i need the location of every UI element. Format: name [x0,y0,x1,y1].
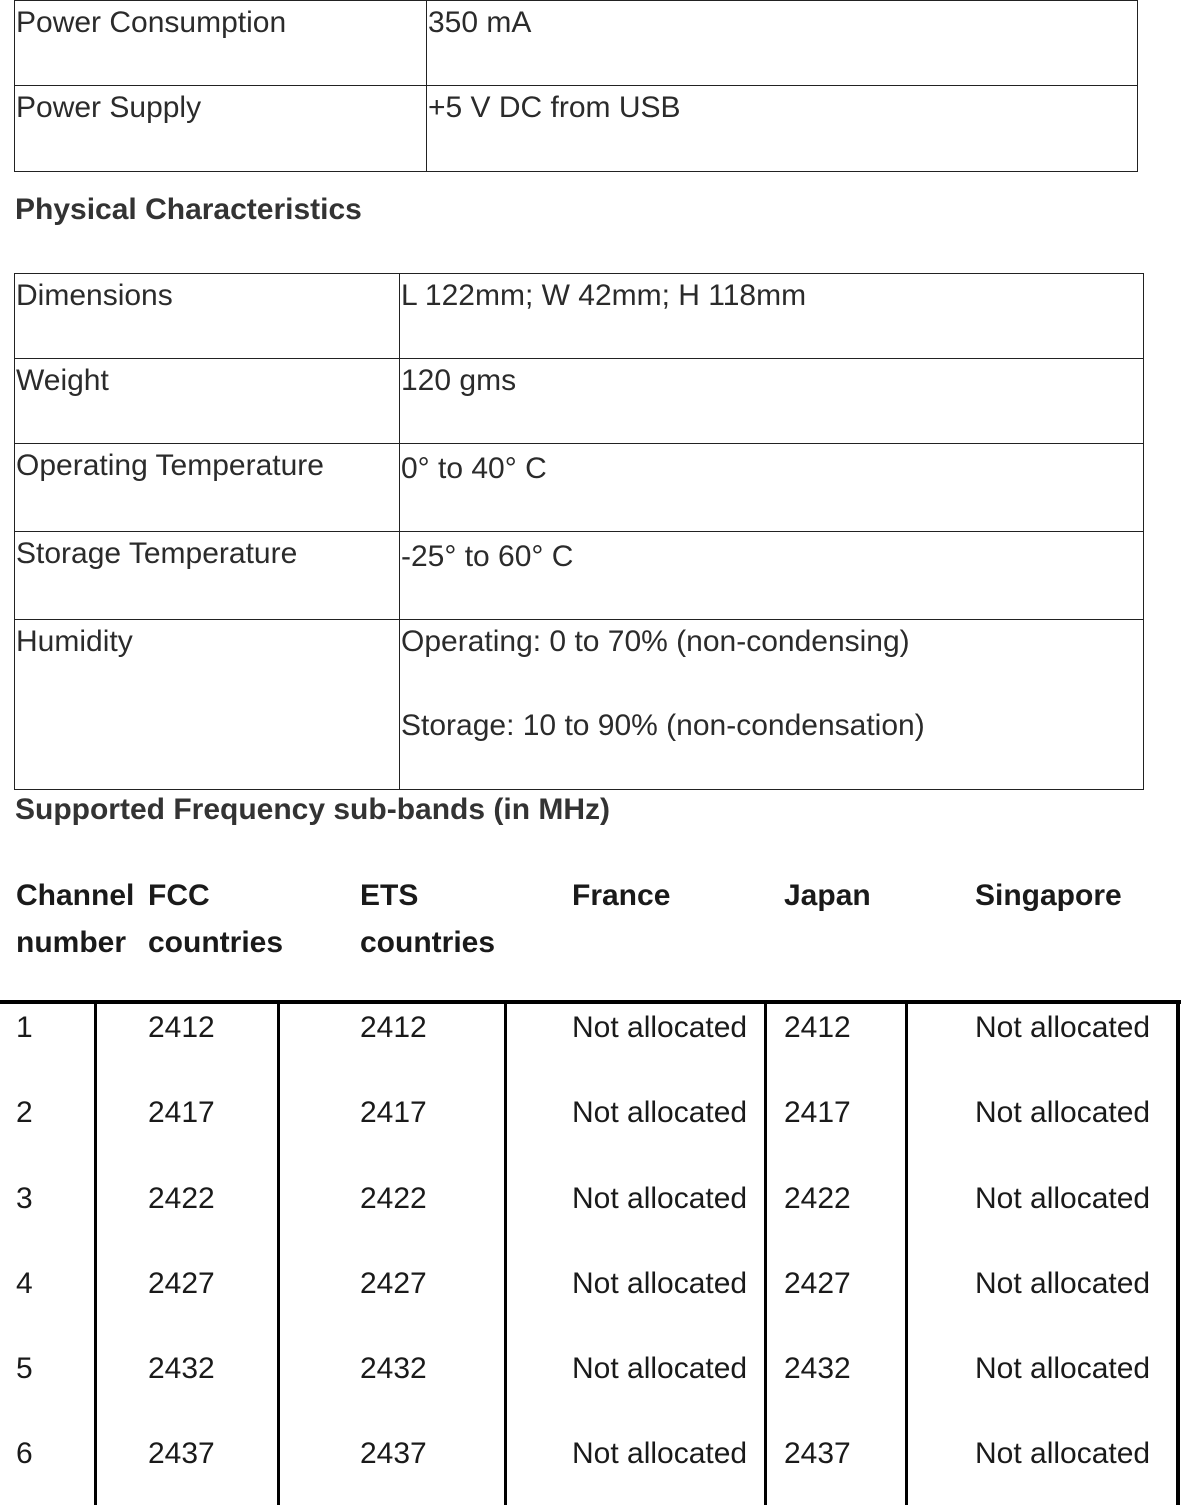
power-table-col-divider [426,0,427,172]
operating-temperature-value: 0° to 40° C [401,452,547,485]
fcc-cell: 2427 [148,1267,215,1300]
frequency-table-col-divider [905,1000,908,1505]
frequency-table-col-divider [94,1000,97,1505]
physical-characteristics-heading: Physical Characteristics [15,193,362,226]
header-france: France [572,879,671,912]
ets-cell: 2412 [360,1011,427,1044]
channel-cell: 2 [16,1096,33,1129]
header-channel-line1: Channel [16,879,135,912]
header-ets-line2: countries [360,926,496,959]
power-consumption-value: 350 mA [428,6,532,39]
france-cell: Not allocated [572,1011,748,1044]
france-cell: Not allocated [572,1096,748,1129]
power-consumption-label: Power Consumption [16,6,287,39]
ets-cell: 2417 [360,1096,427,1129]
dimensions-value: L 122mm; W 42mm; H 118mm [401,279,807,312]
frequency-table-right-border [1176,1000,1180,1505]
power-supply-value: +5 V DC from USB [428,91,681,124]
fcc-cell: 2417 [148,1096,215,1129]
japan-cell: 2437 [784,1437,851,1470]
power-table-row-divider [14,85,1138,86]
frequency-heading: Supported Frequency sub-bands (in MHz) [15,793,611,826]
header-channel-line2: number [16,926,127,959]
header-fcc-line1: FCC [148,879,210,912]
header-fcc-line2: countries [148,926,284,959]
frequency-table-col-divider [764,1000,767,1505]
fcc-cell: 2412 [148,1011,215,1044]
france-cell: Not allocated [572,1352,748,1385]
humidity-operating-value: Operating: 0 to 70% (non-condensing) [401,625,910,658]
frequency-table-col-divider [277,1000,280,1505]
dimensions-label: Dimensions [16,279,173,312]
ets-cell: 2432 [360,1352,427,1385]
singapore-cell: Not allocated [975,1437,1151,1470]
frequency-table-top-border [0,1000,1181,1004]
japan-cell: 2422 [784,1182,851,1215]
ets-cell: 2437 [360,1437,427,1470]
frequency-table-col-divider [504,1000,507,1505]
singapore-cell: Not allocated [975,1011,1151,1044]
channel-cell: 5 [16,1352,33,1385]
physical-table-row-divider [14,619,1144,620]
singapore-cell: Not allocated [975,1096,1151,1129]
weight-value: 120 gms [401,364,517,397]
humidity-storage-value: Storage: 10 to 90% (non-condensation) [401,709,925,742]
channel-cell: 6 [16,1437,33,1470]
humidity-label: Humidity [16,625,133,658]
physical-table-row-divider [14,443,1144,444]
physical-table-row-divider [14,358,1144,359]
header-ets-line1: ETS [360,879,419,912]
storage-temperature-value: -25° to 60° C [401,540,574,573]
japan-cell: 2432 [784,1352,851,1385]
channel-cell: 3 [16,1182,33,1215]
fcc-cell: 2437 [148,1437,215,1470]
singapore-cell: Not allocated [975,1352,1151,1385]
japan-cell: 2412 [784,1011,851,1044]
singapore-cell: Not allocated [975,1182,1151,1215]
ets-cell: 2427 [360,1267,427,1300]
france-cell: Not allocated [572,1182,748,1215]
ets-cell: 2422 [360,1182,427,1215]
header-japan: Japan [784,879,871,912]
weight-label: Weight [16,364,109,397]
fcc-cell: 2432 [148,1352,215,1385]
operating-temperature-label: Operating Temperature [16,449,324,482]
singapore-cell: Not allocated [975,1267,1151,1300]
japan-cell: 2427 [784,1267,851,1300]
france-cell: Not allocated [572,1267,748,1300]
france-cell: Not allocated [572,1437,748,1470]
channel-cell: 4 [16,1267,33,1300]
channel-cell: 1 [16,1011,33,1044]
physical-table-row-divider [14,531,1144,532]
storage-temperature-label: Storage Temperature [16,537,298,570]
header-singapore: Singapore [975,879,1122,912]
japan-cell: 2417 [784,1096,851,1129]
power-supply-label: Power Supply [16,91,202,124]
fcc-cell: 2422 [148,1182,215,1215]
